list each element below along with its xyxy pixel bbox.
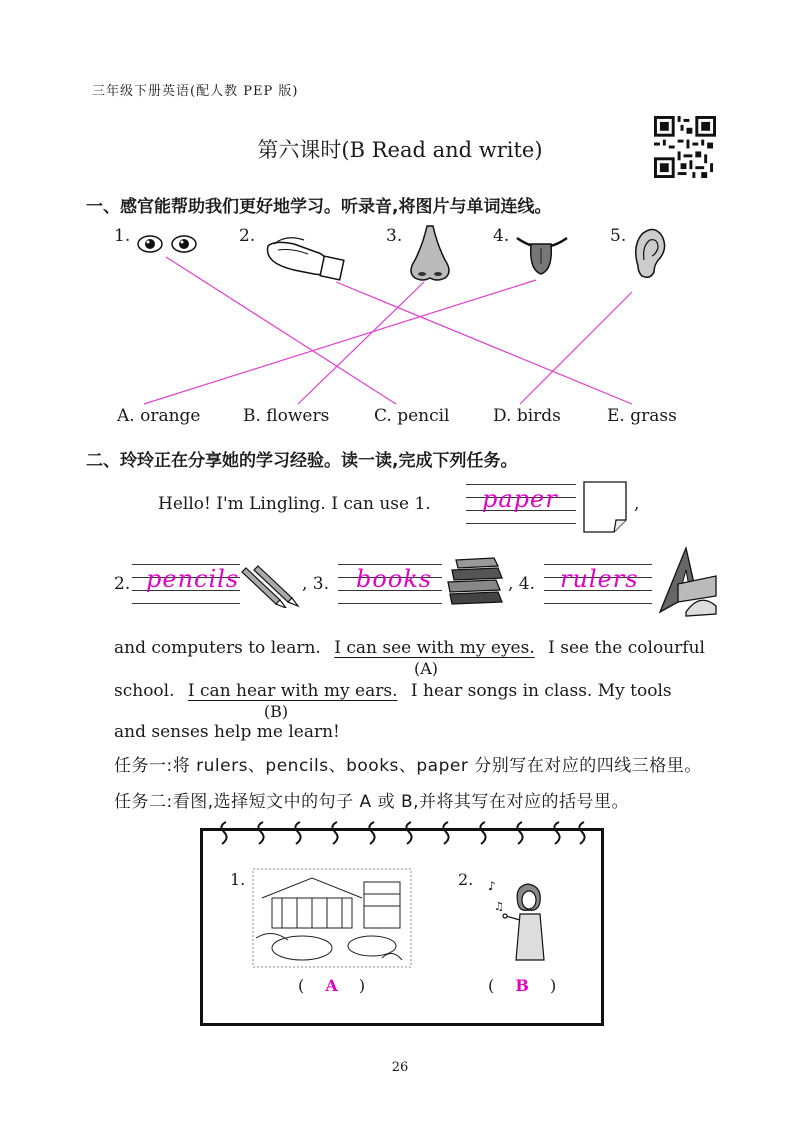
passage-text-b2: I hear songs in class. My tools xyxy=(410,681,672,701)
task-2: 任务二:看图,选择短文中的句子 A 或 B,并将其写在对应的括号里。 xyxy=(114,792,630,812)
paren-close-1: ) xyxy=(358,976,366,995)
passage-line-2 xyxy=(114,681,672,701)
separator-3: , 3. xyxy=(302,574,330,594)
matching-lines xyxy=(0,0,800,440)
answer-bracket-2 xyxy=(488,976,558,995)
paren-open-2: ( xyxy=(488,976,495,995)
answer-1: A xyxy=(325,976,338,995)
label-a: (A) xyxy=(413,659,439,678)
passage-text-a1: and computers to learn. xyxy=(114,638,321,658)
notebook-spiral-icon xyxy=(206,818,598,848)
section2-heading: 二、玲玲正在分享她的学习经验。读一读,完成下列任务。 xyxy=(86,451,518,471)
notebook-item-2: 2. xyxy=(458,870,474,889)
word-option-e: E. grass xyxy=(607,406,677,426)
passage-text-b1: school. xyxy=(114,681,175,701)
answer-paper: paper xyxy=(482,485,558,513)
paren-close-2: ) xyxy=(549,976,557,995)
answer-bracket-1 xyxy=(298,976,368,995)
svg-text:♪: ♪ xyxy=(488,879,496,893)
sentence-a: I can see with my eyes. xyxy=(334,638,535,658)
lesson-title: 第六课时(B Read and write) xyxy=(257,138,543,162)
item-number-2: 2. xyxy=(239,226,256,246)
paren-open-1: ( xyxy=(298,976,305,995)
word-option-d: D. birds xyxy=(493,406,561,426)
sentence-b: I can hear with my ears. xyxy=(187,681,398,701)
item-number-3: 3. xyxy=(386,226,403,246)
passage-intro: Hello! I'm Lingling. I can use 1. xyxy=(158,494,431,514)
pencils-icon xyxy=(240,562,300,608)
word-option-b: B. flowers xyxy=(243,406,330,426)
passage-line-1 xyxy=(114,638,705,658)
word-option-c: C. pencil xyxy=(374,406,450,426)
paper-icon xyxy=(582,480,630,534)
match-line-1-to-C xyxy=(166,257,396,404)
answer-pencils: pencils xyxy=(146,565,240,593)
separator-4: , 4. xyxy=(508,574,536,594)
books-icon xyxy=(444,556,506,608)
match-line-2-to-E xyxy=(336,282,632,404)
notebook-item-1: 1. xyxy=(230,870,246,889)
answer-2: B xyxy=(515,976,529,995)
item-number-5: 5. xyxy=(610,226,627,246)
comma-1: , xyxy=(634,494,640,514)
svg-text:♫: ♫ xyxy=(494,900,504,913)
answer-rulers: rulers xyxy=(560,565,639,593)
task-1: 任务一:将 rulers、pencils、books、paper 分别写在对应的四线三格里。 xyxy=(114,756,702,776)
rulers-icon xyxy=(656,546,720,618)
section1-heading: 一、感官能帮助我们更好地学习。听录音,将图片与单词连线。 xyxy=(86,197,552,217)
answer-books: books xyxy=(356,565,433,593)
passage-text-a2: I see the colourful xyxy=(548,638,705,658)
item-number-1: 1. xyxy=(114,226,131,246)
item-number-4: 4. xyxy=(493,226,510,246)
passage-line-3: and senses help me learn! xyxy=(114,722,340,742)
page-number: 26 xyxy=(391,1060,409,1075)
book-header: 三年级下册英语(配人教 PEP 版) xyxy=(92,84,299,99)
girl-listening-icon xyxy=(484,876,564,962)
match-line-4-to-A xyxy=(144,280,536,404)
colourful-school-icon xyxy=(252,868,412,968)
match-line-5-to-D xyxy=(520,292,632,404)
match-line-3-to-B xyxy=(298,282,424,404)
label-b: (B) xyxy=(263,702,289,721)
word-option-a: A. orange xyxy=(117,406,201,426)
label-2: 2. xyxy=(114,574,131,594)
